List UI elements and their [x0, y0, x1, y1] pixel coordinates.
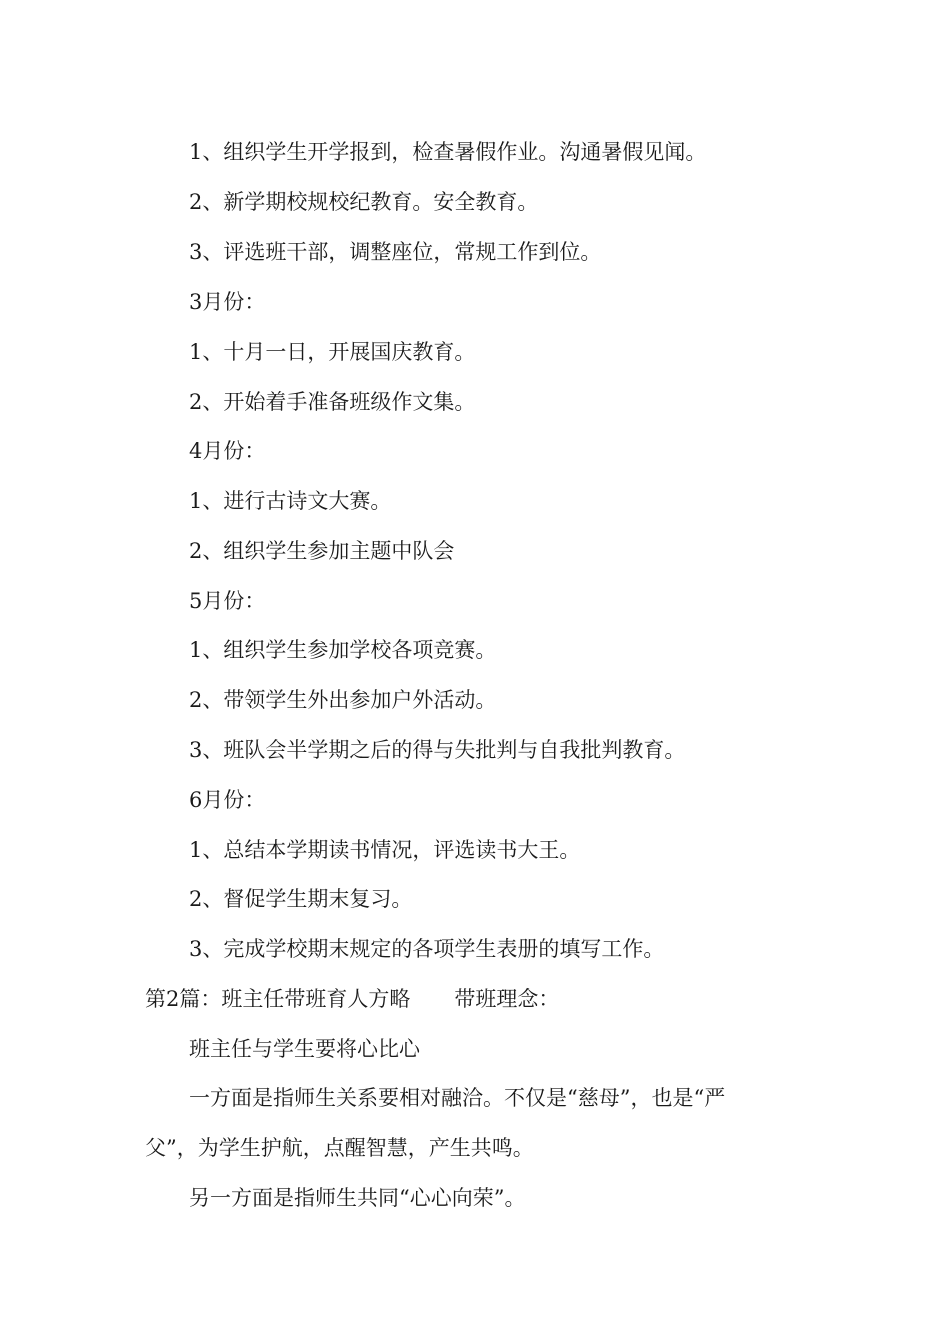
month-heading: 6月份：: [189, 788, 266, 812]
plan-item: 3、完成学校期末规定的各项学生表册的填写工作。: [189, 937, 665, 961]
plan-item: 1、十月一日，开展国庆教育。: [189, 340, 476, 364]
plan-item: 1、进行古诗文大赛。: [189, 489, 392, 513]
plan-item: 3、评选班干部，调整座位，常规工作到位。: [189, 240, 602, 264]
plan-item: 2、带领学生外出参加户外活动。: [189, 688, 497, 712]
section-title: 第2篇：班主任带班育人方略: [145, 987, 411, 1011]
plan-item: 1、总结本学期读书情况，评选读书大王。: [189, 838, 581, 862]
paragraph: 一方面是指师生关系要相对融洽。不仅是“慈母”，也是“严: [189, 1086, 726, 1110]
paragraph: 另一方面是指师生共同“心心向荣”。: [189, 1186, 526, 1210]
section-subtitle: 带班理念：: [454, 987, 560, 1011]
paragraph: 班主任与学生要将心比心: [189, 1037, 420, 1061]
plan-item: 1、组织学生开学报到，检查暑假作业。沟通暑假见闻。: [189, 140, 707, 164]
month-heading: 5月份：: [189, 589, 266, 613]
plan-item: 1、组织学生参加学校各项竞赛。: [189, 638, 497, 662]
plan-item: 3、班队会半学期之后的得与失批判与自我批判教育。: [189, 738, 686, 762]
section-heading: [145, 985, 559, 1013]
paragraph-continuation: 父”，为学生护航，点醒智慧，产生共鸣。: [145, 1136, 534, 1160]
plan-item: 2、开始着手准备班级作文集。: [189, 390, 476, 414]
plan-item: 2、新学期校规校纪教育。安全教育。: [189, 190, 539, 214]
plan-item: 2、组织学生参加主题中队会: [189, 539, 455, 563]
month-heading: 4月份：: [189, 439, 266, 463]
plan-item: 2、督促学生期末复习。: [189, 887, 413, 911]
month-heading: 3月份：: [189, 290, 266, 314]
